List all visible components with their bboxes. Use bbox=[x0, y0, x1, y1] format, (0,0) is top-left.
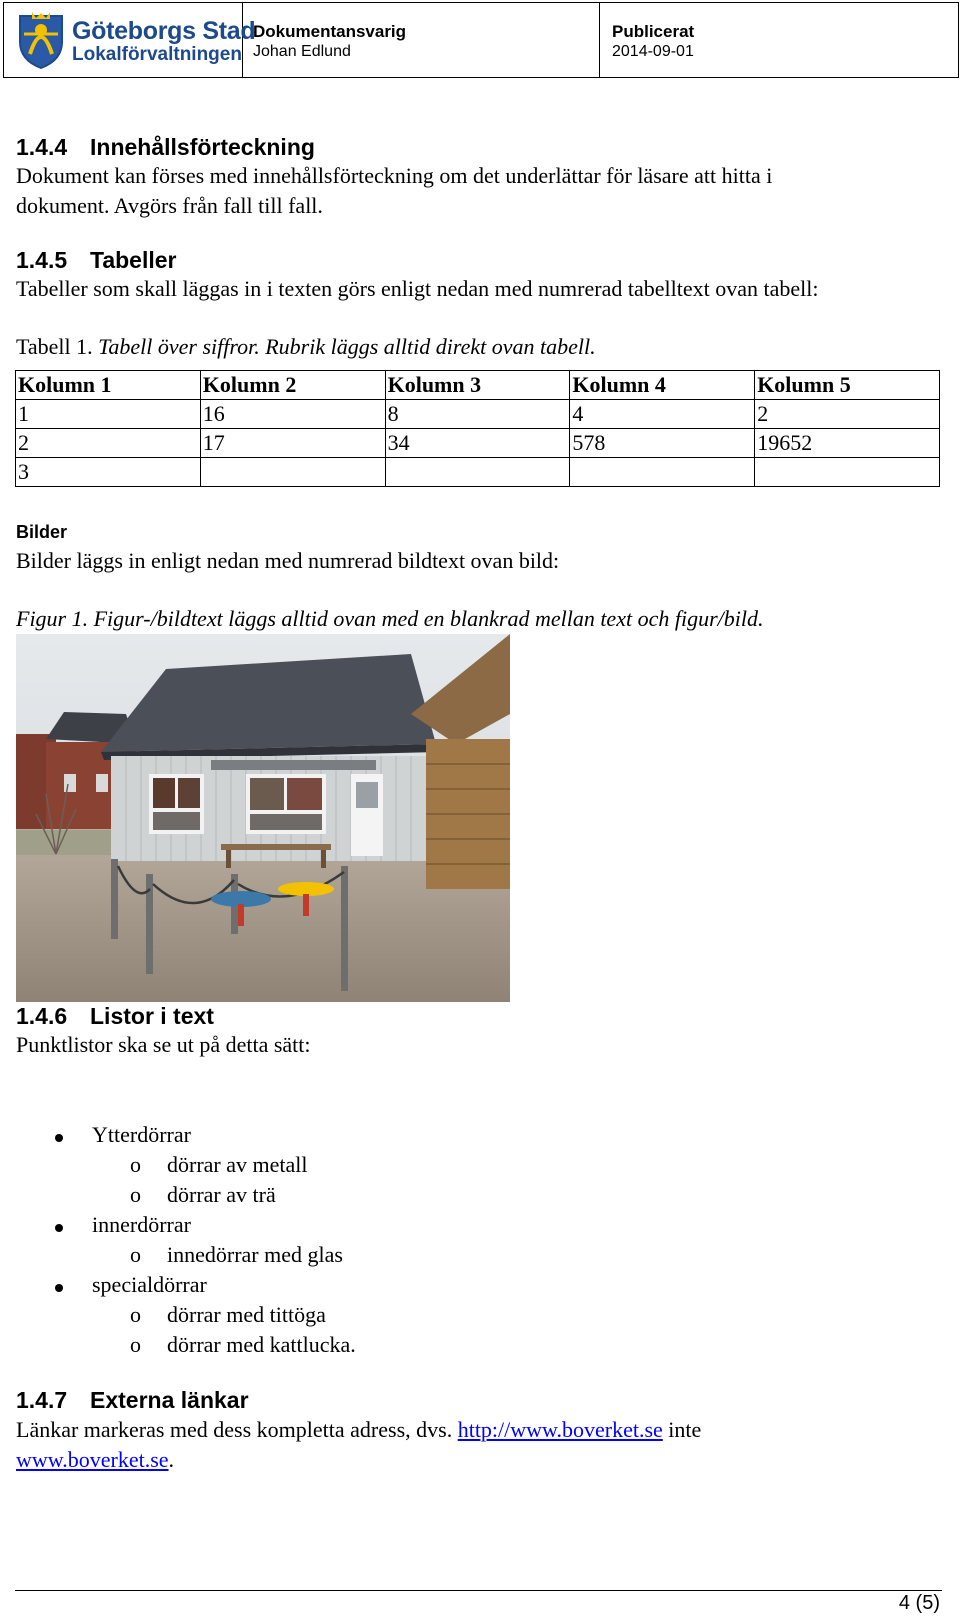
sub-bullet-marker: o bbox=[130, 1332, 141, 1357]
table-cell: 578 bbox=[570, 429, 755, 458]
building-photo bbox=[16, 634, 510, 1002]
doc-owner-cell bbox=[243, 3, 600, 77]
heading-bilder: Bilder bbox=[16, 522, 68, 542]
doc-owner-value: Johan Edlund bbox=[253, 43, 351, 60]
list-item: Ytterdörrar bbox=[92, 1122, 191, 1147]
boverket-short-link[interactable]: www.boverket.se bbox=[16, 1447, 169, 1472]
table-cell bbox=[200, 458, 385, 487]
section-title: Listor i text bbox=[90, 1003, 214, 1029]
table-caption-prefix: Tabell 1. bbox=[16, 334, 93, 359]
section-number: 1.4.5 bbox=[16, 247, 68, 273]
bullet-dot-icon bbox=[55, 1284, 63, 1292]
table-row bbox=[16, 400, 940, 429]
table-cell: 8 bbox=[385, 400, 570, 429]
sub-list-item: dörrar av trä bbox=[167, 1182, 276, 1207]
paragraph-1-4-5: Tabeller som skall läggas in i texten görs enligt nedan med numrerad tabelltext ovan tabell: bbox=[16, 276, 819, 301]
table-header-cell: Kolumn 2 bbox=[200, 371, 385, 400]
table-header-cell: Kolumn 5 bbox=[755, 371, 940, 400]
boverket-full-link[interactable]: http://www.boverket.se bbox=[457, 1417, 663, 1442]
paragraph-1-4-6: Punktlistor ska se ut på detta sätt: bbox=[16, 1032, 311, 1057]
section-title: Innehållsförteckning bbox=[90, 134, 315, 160]
logo-cell bbox=[4, 3, 256, 77]
table-cell: 19652 bbox=[755, 429, 940, 458]
table-row bbox=[16, 458, 940, 487]
sub-list-item: dörrar av metall bbox=[167, 1152, 308, 1177]
section-title: Tabeller bbox=[90, 247, 177, 273]
paragraph-1-4-7-line2 bbox=[16, 1445, 174, 1475]
list-item: specialdörrar bbox=[92, 1272, 207, 1297]
table-cell: 17 bbox=[200, 429, 385, 458]
section-number: 1.4.4 bbox=[16, 134, 68, 160]
logo-text-city: Göteborgs Stad bbox=[72, 17, 256, 45]
section-title: Externa länkar bbox=[90, 1387, 249, 1413]
bullet-dot-icon bbox=[55, 1134, 63, 1142]
sub-bullet-marker: o bbox=[130, 1242, 141, 1267]
heading-1-4-6 bbox=[16, 1003, 214, 1030]
city-crest-icon bbox=[16, 10, 66, 70]
table-cell: 3 bbox=[16, 458, 201, 487]
table-cell bbox=[570, 458, 755, 487]
link-end-text: . bbox=[168, 1447, 175, 1472]
table-row bbox=[16, 429, 940, 458]
table-cell bbox=[755, 458, 940, 487]
document-header bbox=[3, 2, 959, 78]
sub-bullet-marker: o bbox=[130, 1302, 141, 1327]
numbers-table bbox=[15, 370, 940, 487]
sub-list-item: innedörrar med glas bbox=[167, 1242, 343, 1267]
heading-1-4-5 bbox=[16, 247, 177, 274]
sub-list-item: dörrar med kattlucka. bbox=[167, 1332, 356, 1357]
table-cell: 34 bbox=[385, 429, 570, 458]
table-header-cell: Kolumn 1 bbox=[16, 371, 201, 400]
paragraph-1-4-4-line2: dokument. Avgörs från fall till fall. bbox=[16, 193, 323, 218]
sub-bullet-marker: o bbox=[130, 1152, 141, 1177]
table-header-row bbox=[16, 371, 940, 400]
footer-divider bbox=[15, 1590, 942, 1591]
logo-text-department: Lokalförvaltningen bbox=[72, 44, 242, 65]
paragraph-1-4-7-line1 bbox=[16, 1415, 701, 1445]
table-header-cell: Kolumn 3 bbox=[385, 371, 570, 400]
section-number: 1.4.7 bbox=[16, 1387, 68, 1413]
page-number: 4 (5) bbox=[898, 1592, 940, 1614]
published-label: Publicerat bbox=[612, 22, 695, 41]
doc-owner-label: Dokumentansvarig bbox=[253, 22, 407, 41]
table-cell: 2 bbox=[16, 429, 201, 458]
published-cell bbox=[600, 3, 958, 77]
figure-caption: Figur 1. Figur-/bildtext läggs alltid ovan med en blankrad mellan text och figur/bild. bbox=[16, 606, 764, 631]
section-number: 1.4.6 bbox=[16, 1003, 68, 1029]
sub-list-item: dörrar med tittöga bbox=[167, 1302, 326, 1327]
heading-1-4-7 bbox=[16, 1387, 249, 1414]
list-item: innerdörrar bbox=[92, 1212, 191, 1237]
sub-bullet-marker: o bbox=[130, 1182, 141, 1207]
table-cell: 16 bbox=[200, 400, 385, 429]
link-intro-text: Länkar markeras med dess kompletta adress, dvs. bbox=[16, 1417, 453, 1442]
table-cell: 1 bbox=[16, 400, 201, 429]
table-caption-text: Tabell över siffror. Rubrik läggs alltid direkt ovan tabell. bbox=[98, 334, 596, 359]
published-value: 2014-09-01 bbox=[612, 43, 694, 60]
table-header-cell: Kolumn 4 bbox=[570, 371, 755, 400]
building-photo-illustration bbox=[16, 634, 510, 1002]
table-cell: 2 bbox=[755, 400, 940, 429]
bullet-dot-icon bbox=[55, 1224, 63, 1232]
paragraph-1-4-4-line1: Dokument kan förses med innehållsförteckning om det underlättar för läsare att hitta i bbox=[16, 163, 773, 188]
table-cell bbox=[385, 458, 570, 487]
heading-1-4-4 bbox=[16, 134, 315, 161]
table-cell: 4 bbox=[570, 400, 755, 429]
table-caption bbox=[16, 332, 596, 362]
link-mid-text: inte bbox=[668, 1417, 702, 1442]
paragraph-bilder: Bilder läggs in enligt nedan med numrerad bildtext ovan bild: bbox=[16, 548, 560, 573]
